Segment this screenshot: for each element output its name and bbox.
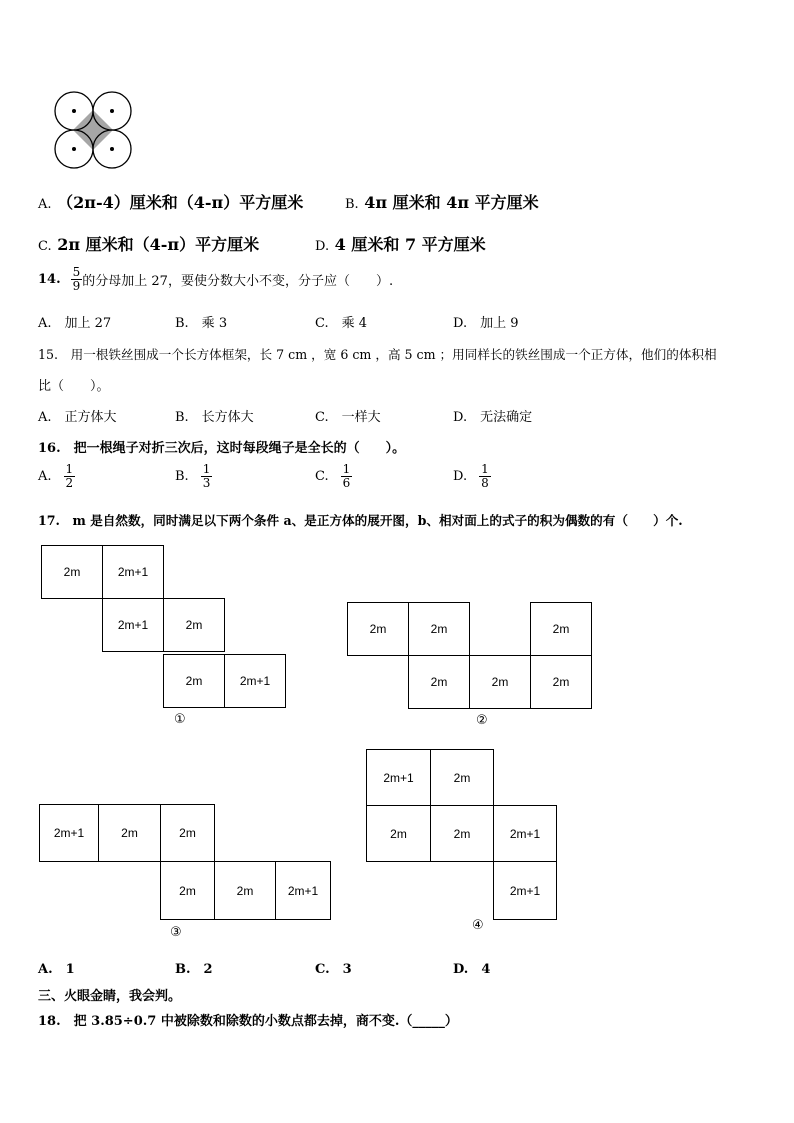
q17-stem: 17. m 是自然数，同时满足以下两个条件 a、是正方体的展开图，b、相对面上的式子的积为偶数的有（ ）个. — [38, 513, 683, 528]
q14-stem — [38, 266, 393, 293]
net-cell: 2m — [430, 805, 494, 862]
net-4-label: ④ — [472, 918, 484, 933]
q13-option-b-text: 4π 厘米和 4π 平方厘米 — [364, 193, 539, 212]
net-cell: 2m+1 — [39, 804, 99, 862]
net-cell: 2m+1 — [493, 861, 557, 920]
q14-text: 的分母加上 27，要使分数大小不变，分子应（ ）. — [82, 274, 394, 289]
net-cell: 2m — [530, 655, 592, 709]
q13-option-a[interactable] — [38, 190, 303, 213]
net-cell: 2m+1 — [102, 545, 164, 599]
net-cell: 2m — [469, 655, 531, 709]
net-cell: 2m — [530, 602, 592, 656]
q17-option-c[interactable]: C. 3 — [315, 962, 352, 977]
q15-option-a[interactable]: A. 正方体大 — [38, 410, 117, 425]
q16-option-b[interactable] — [175, 463, 212, 490]
q16-option-a-letter: A. — [38, 469, 52, 484]
net-cell: 2m+1 — [224, 654, 286, 708]
net-cell: 2m — [160, 804, 215, 862]
q14-fraction-numerator: 5 — [72, 265, 81, 279]
q16-option-d-fraction — [479, 463, 491, 490]
q13-option-d-text: 4 厘米和 7 平方厘米 — [334, 235, 486, 254]
net-2-label: ② — [476, 713, 488, 728]
q14-option-b[interactable]: B. 乘 3 — [175, 316, 228, 331]
numerator: 1 — [481, 462, 489, 476]
section-3-heading: 三、火眼金睛，我会判。 — [38, 989, 182, 1004]
net-cell: 2m — [163, 654, 225, 708]
net-cell: 2m — [408, 602, 470, 656]
q16-option-c-fraction — [341, 463, 353, 490]
q15-option-c[interactable]: C. 一样大 — [315, 410, 381, 425]
q13-option-a-text: （2π-4）厘米和（4-π）平方厘米 — [57, 193, 304, 212]
four-circles-figure — [50, 90, 136, 172]
denominator: 2 — [65, 476, 74, 490]
q14-fraction — [71, 266, 83, 293]
net-cell: 2m — [98, 804, 161, 862]
q13-option-c-text: 2π 厘米和（4-π）平方厘米 — [57, 235, 260, 254]
net-cell: 2m+1 — [102, 598, 164, 652]
q17-option-b[interactable]: B. 2 — [175, 962, 213, 977]
denominator: 6 — [342, 476, 351, 490]
q16-option-c-letter: C. — [315, 469, 329, 484]
q15-stem-line1: 15. 用一根铁丝围成一个长方体框架，长 7 cm ，宽 6 cm ，高 5 cm ；用同样长的铁丝围成一个正方体，他们的体积相 — [38, 347, 717, 362]
q14-option-a[interactable]: A. 加上 27 — [38, 316, 112, 331]
q13-option-a-letter: A. — [38, 197, 52, 212]
net-cell: 2m — [408, 655, 470, 709]
net-1-label: ① — [174, 712, 186, 727]
denominator: 8 — [481, 476, 489, 490]
q13-option-c-letter: C. — [38, 239, 52, 254]
q13-option-b-letter: B. — [345, 197, 359, 212]
q13-option-d[interactable] — [315, 232, 486, 255]
net-cell: 2m+1 — [275, 861, 331, 920]
q14-fraction-denominator: 9 — [72, 279, 81, 293]
numerator: 1 — [342, 462, 351, 476]
q15-option-b[interactable]: B. 长方体大 — [175, 410, 254, 425]
q14-number: 14. — [38, 272, 61, 287]
numerator: 1 — [202, 462, 211, 476]
q17-option-d[interactable]: D. 4 — [453, 962, 491, 977]
q16-option-a-fraction — [64, 463, 76, 490]
net-3-label: ③ — [170, 925, 182, 940]
net-cell: 2m — [163, 598, 225, 652]
q16-option-d[interactable] — [453, 463, 491, 490]
net-cell: 2m — [214, 861, 276, 920]
net-cell: 2m+1 — [366, 749, 431, 806]
numerator: 1 — [65, 462, 74, 476]
q16-stem: 16. 把一根绳子对折三次后，这时每段绳子是全长的（ ）。 — [38, 441, 406, 456]
q16-option-b-letter: B. — [175, 469, 189, 484]
q13-option-d-letter: D. — [315, 239, 330, 254]
q16-option-c[interactable] — [315, 463, 352, 490]
q14-option-d[interactable]: D. 加上 9 — [453, 316, 519, 331]
q18-stem: 18. 把 3.85÷0.7 中被除数和除数的小数点都去掉，商不变.（_____） — [38, 1014, 458, 1029]
net-cell: 2m — [347, 602, 409, 656]
q13-option-c[interactable] — [38, 232, 259, 255]
net-cell: 2m — [366, 805, 431, 862]
q15-option-d[interactable]: D. 无法确定 — [453, 410, 533, 425]
net-cell: 2m — [430, 749, 494, 806]
net-cell: 2m+1 — [493, 805, 557, 862]
q13-option-b[interactable] — [345, 190, 539, 213]
q16-option-b-fraction — [201, 463, 213, 490]
denominator: 3 — [202, 476, 211, 490]
net-cell: 2m — [160, 861, 215, 920]
q15-stem-line2: 比（ ）。 — [38, 379, 110, 394]
q17-option-a[interactable]: A. 1 — [38, 962, 75, 977]
q14-option-c[interactable]: C. 乘 4 — [315, 316, 368, 331]
net-cell: 2m — [41, 545, 103, 599]
q16-option-a[interactable] — [38, 463, 75, 490]
q16-option-d-letter: D. — [453, 469, 468, 484]
